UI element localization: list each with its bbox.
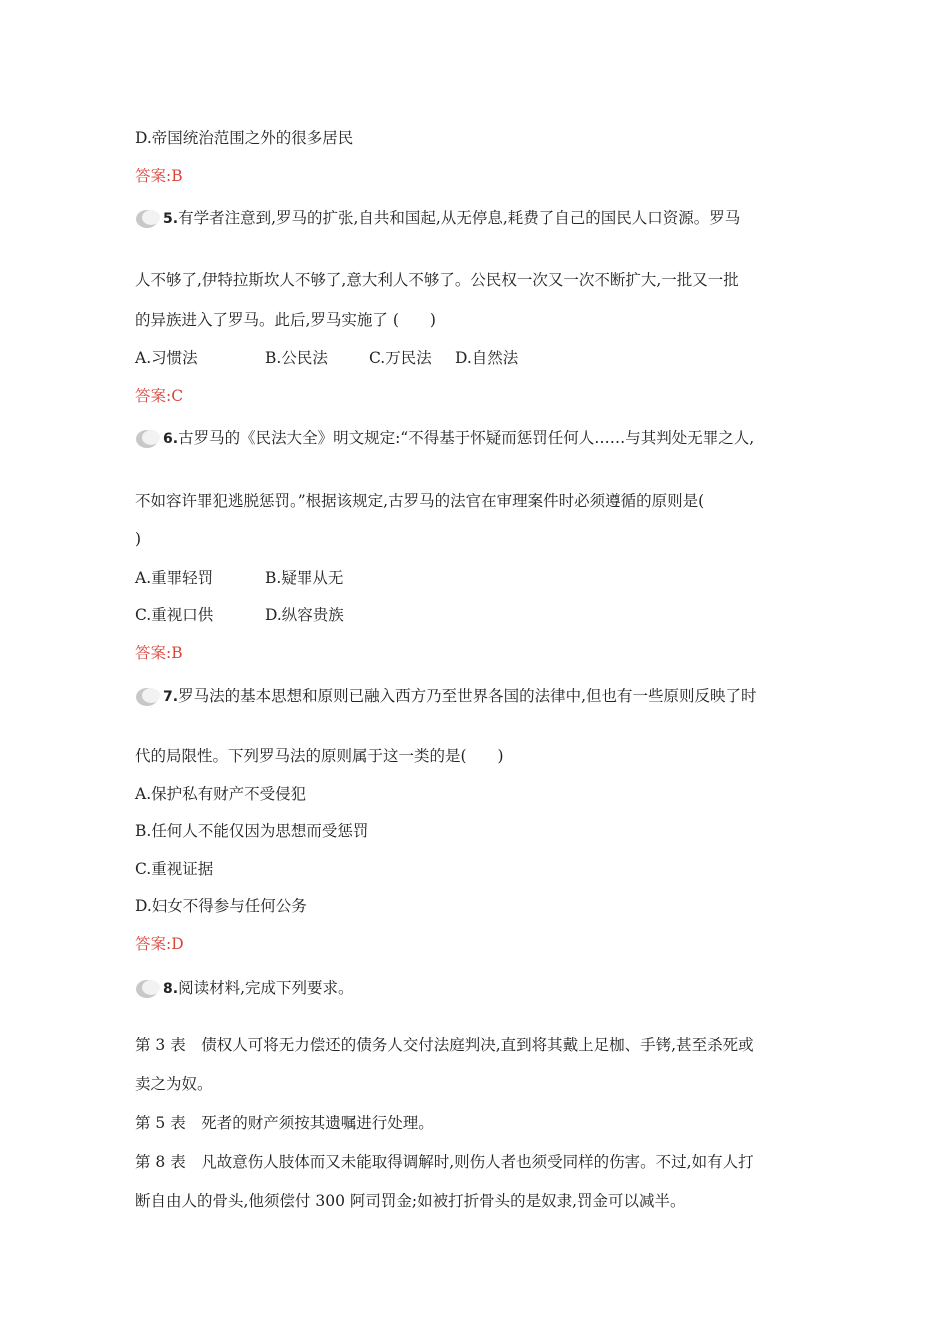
question-bullet-icon bbox=[135, 429, 161, 449]
q8-table5: 第 5 表 死者的财产须按其遗嘱进行处理。 bbox=[135, 1114, 434, 1132]
q6-text-line3: ) bbox=[135, 530, 142, 548]
q7-option-a: A.保护私有财产不受侵犯 bbox=[135, 785, 307, 803]
q6-options-row2 bbox=[135, 605, 344, 625]
question-bullet-icon bbox=[135, 687, 161, 707]
q4-answer: 答案:B bbox=[135, 167, 183, 185]
q5-option-c: C.万民法 bbox=[369, 349, 432, 367]
q6-text-line2: 不如容许罪犯逃脱惩罚。”根据该规定,古罗马的法官在审理案件时必须遵循的原则是( bbox=[135, 492, 705, 510]
q5-line1 bbox=[135, 208, 740, 229]
q7-answer: 答案:D bbox=[135, 935, 184, 953]
q8-table3-line2: 卖之为奴。 bbox=[135, 1075, 213, 1093]
q7-line1 bbox=[135, 686, 757, 707]
q8-line1 bbox=[135, 978, 354, 999]
q6-option-b: B.疑罪从无 bbox=[265, 569, 344, 587]
q7-option-c: C.重视证据 bbox=[135, 860, 214, 878]
q7-number: 7. bbox=[163, 689, 179, 705]
q8-number: 8. bbox=[163, 981, 179, 997]
q5-text-line3: 的异族进入了罗马。此后,罗马实施了 ( ) bbox=[135, 311, 436, 329]
q5-option-d: D.自然法 bbox=[455, 349, 519, 367]
q5-answer: 答案:C bbox=[135, 387, 184, 405]
q6-option-a: A.重罪轻罚 bbox=[135, 569, 214, 587]
q5-text-line1: 有学者注意到,罗马的扩张,自共和国起,从无停息,耗费了自己的国民人口资源。罗马 bbox=[178, 209, 741, 227]
q8-table8-line2: 断自由人的骨头,他须偿付 300 阿司罚金;如被打折骨头的是奴隶,罚金可以减半。 bbox=[135, 1192, 686, 1210]
q5-option-a: A.习惯法 bbox=[135, 349, 198, 367]
q6-option-c: C.重视口供 bbox=[135, 606, 214, 624]
q6-line1 bbox=[135, 428, 754, 449]
q5-option-b: B.公民法 bbox=[265, 349, 328, 367]
q5-number: 5. bbox=[163, 211, 179, 227]
q4-option-d: D.帝国统治范围之外的很多居民 bbox=[135, 129, 354, 147]
q8-text: 阅读材料,完成下列要求。 bbox=[178, 979, 354, 997]
q5-text-line2: 人不够了,伊特拉斯坎人不够了,意大利人不够了。公民权一次又一次不断扩大,一批又一批 bbox=[135, 271, 739, 289]
q7-option-b: B.任何人不能仅因为思想而受惩罚 bbox=[135, 822, 369, 840]
q6-options-row1 bbox=[135, 568, 343, 588]
question-bullet-icon bbox=[135, 979, 161, 999]
q7-text-line1: 罗马法的基本思想和原则已融入西方乃至世界各国的法律中,但也有一些原则反映了时 bbox=[178, 687, 757, 705]
q6-answer: 答案:B bbox=[135, 644, 183, 662]
q6-number: 6. bbox=[163, 431, 179, 447]
question-bullet-icon bbox=[135, 209, 161, 229]
q6-text-line1: 古罗马的《民法大全》明文规定:“不得基于怀疑而惩罚任何人……与其判处无罪之人, bbox=[178, 429, 755, 447]
q8-table8-line1: 第 8 表 凡故意伤人肢体而又未能取得调解时,则伤人者也须受同样的伤害。不过,如有人打 bbox=[135, 1153, 754, 1171]
q6-option-d: D.纵容贵族 bbox=[265, 606, 344, 624]
q7-text-line2: 代的局限性。下列罗马法的原则属于这一类的是( ) bbox=[135, 747, 504, 765]
q7-option-d: D.妇女不得参与任何公务 bbox=[135, 897, 307, 915]
q5-options bbox=[135, 348, 518, 368]
q8-table3-line1: 第 3 表 债权人可将无力偿还的债务人交付法庭判决,直到将其戴上足枷、手铐,甚至杀死或 bbox=[135, 1036, 754, 1054]
